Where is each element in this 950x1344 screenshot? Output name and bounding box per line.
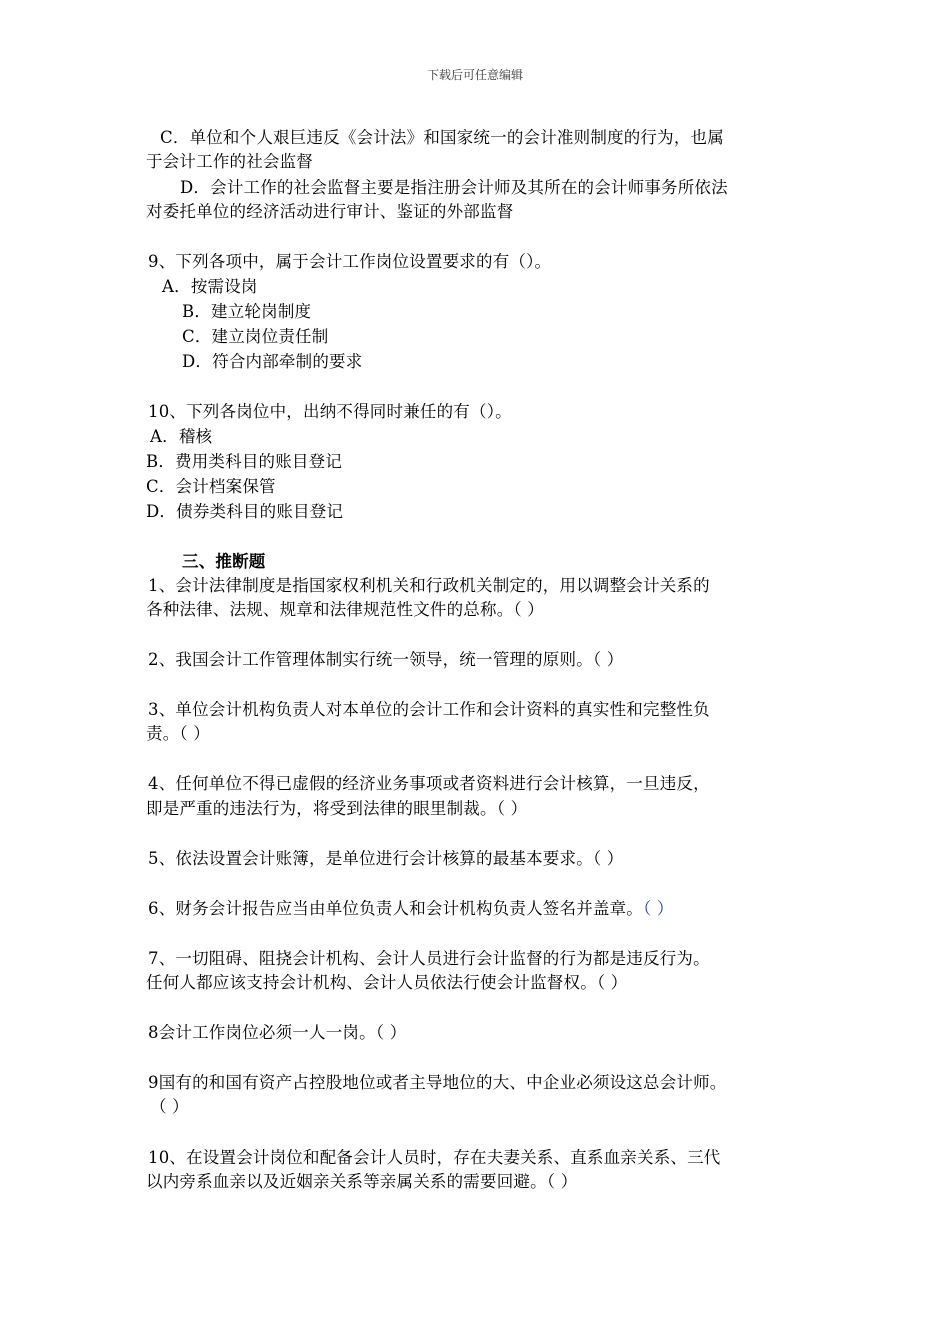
judge-10-line1: 10、在设置会计岗位和配备会计人员时，存在夫妻关系、直系血亲关系、三代 (148, 1148, 721, 1167)
judge-2: 2、我国会计工作管理体制实行统一领导，统一管理的原则。（ ） (148, 650, 624, 669)
q10-option-c: C．会计档案保管 (146, 477, 276, 496)
option-c-line2: 于会计工作的社会监督 (146, 152, 313, 171)
option-c-line1: C．单位和个人艰巨违反《会计法》和国家统一的会计准则制度的行为，也属 (160, 128, 724, 147)
judge-8: 8会计工作岗位必须一人一岗。（ ） (148, 1023, 407, 1042)
judge-4-line2: 即是严重的违法行为，将受到法律的眼里制裁。（ ） (146, 799, 528, 818)
judge-10-line2: 以内旁系血亲以及近姻亲关系等亲属关系的需要回避。（ ） (146, 1172, 578, 1191)
judge-6-parens: （ ） (643, 899, 674, 918)
q9-question: 9、下列各项中，属于会计工作岗位设置要求的有（）。 (148, 252, 552, 271)
q9-option-a: A．按需设岗 (162, 277, 258, 296)
option-d-line1: D．会计工作的社会监督主要是指注册会计师及其所在的会计师事务所依法 (180, 178, 728, 197)
judge-3-line2: 责。（ ） (146, 724, 210, 743)
judge-4-line1: 4、任何单位不得已虚假的经济业务事项或者资料进行会计核算，一旦违反， (148, 774, 710, 793)
q10-option-b: B．费用类科目的账目登记 (146, 452, 343, 471)
judge-7-line2: 任何人都应该支持会计机构、会计人员依法行使会计监督权。（ ） (146, 973, 628, 992)
judge-9-line2: （ ） (150, 1097, 189, 1116)
judge-1-line1: 1、会计法律制度是指国家权利机关和行政机关制定的，用以调整会计关系的 (148, 576, 710, 595)
page-header: 下载后可任意编辑 (426, 68, 523, 82)
judge-6 (148, 897, 674, 921)
q10-question: 10、下列各岗位中，出纳不得同时兼任的有（）。 (148, 402, 512, 421)
section-title: 三、推断题 (182, 552, 266, 571)
judge-9-line1: 9国有的和国有资产占控股地位或者主导地位的大、中企业必须设这总会计师。 (148, 1073, 727, 1092)
q9-option-b: B．建立轮岗制度 (182, 302, 312, 321)
judge-3-line1: 3、单位会计机构负责人对本单位的会计工作和会计资料的真实性和完整性负 (148, 700, 710, 719)
judge-7-line1: 7、一切阻碍、阻挠会计机构、会计人员进行会计监督的行为都是违反行为。 (148, 949, 710, 968)
q9-option-d: D．符合内部牵制的要求 (182, 352, 363, 371)
option-d-line2: 对委托单位的经济活动进行审计、鉴证的外部监督 (146, 202, 514, 221)
judge-1-line2: 各种法律、法规、规章和法律规范性文件的总称。（ ） (146, 600, 544, 619)
q10-option-a: A．稽核 (150, 427, 213, 446)
judge-5: 5、依法设置会计账簿，是单位进行会计核算的最基本要求。（ ） (148, 849, 624, 868)
q9-option-c: C．建立岗位责任制 (182, 327, 329, 346)
judge-6-text: 6、财务会计报告应当由单位负责人和会计机构负责人签名并盖章。 (148, 899, 643, 918)
q10-option-d: D．债券类科目的账目登记 (146, 502, 344, 521)
